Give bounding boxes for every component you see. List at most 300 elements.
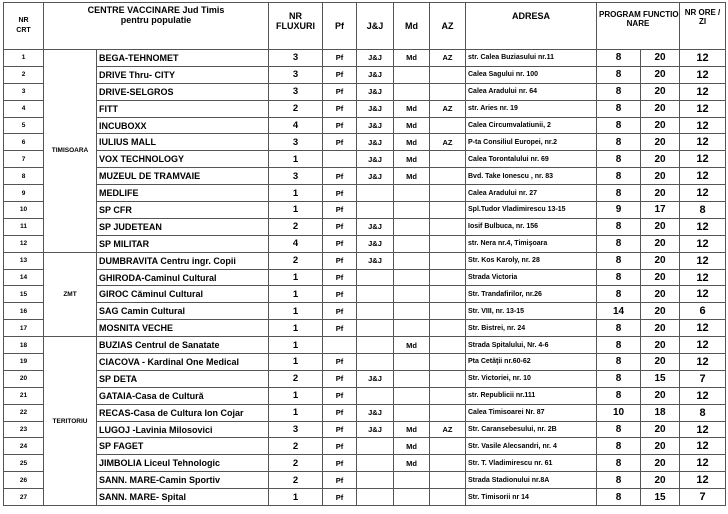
az-mark [430, 83, 466, 100]
program-end: 20 [641, 168, 680, 185]
program-end: 20 [641, 337, 680, 354]
program-start: 8 [597, 455, 641, 472]
center-name: SP JUDETEAN [97, 218, 269, 235]
address: Str. Vasile Alecsandri, nr. 4 [466, 438, 597, 455]
program-start: 8 [597, 50, 641, 67]
address: str. Calea Buziasului nr.11 [466, 50, 597, 67]
flux-count: 1 [269, 489, 323, 506]
row-number: 2 [4, 66, 44, 83]
md-mark [394, 66, 430, 83]
header-pf: Pf [323, 3, 357, 50]
jj-mark: J&J [357, 134, 394, 151]
center-name: SP DETA [97, 370, 269, 387]
row-number: 1 [4, 50, 44, 67]
flux-count: 1 [269, 387, 323, 404]
header-jj: J&J [357, 3, 394, 50]
flux-count: 3 [269, 134, 323, 151]
row-number: 25 [4, 455, 44, 472]
address: Calea Timisoarei Nr. 87 [466, 404, 597, 421]
row-number: 10 [4, 202, 44, 219]
az-mark [430, 472, 466, 489]
header-nr-ore [680, 3, 726, 50]
table-row [4, 370, 726, 387]
address: Str. Bistrei, nr. 24 [466, 320, 597, 337]
program-start: 8 [597, 438, 641, 455]
az-mark [430, 337, 466, 354]
jj-mark: J&J [357, 83, 394, 100]
header-program [597, 3, 680, 50]
md-mark [394, 320, 430, 337]
hours-per-day: 12 [680, 387, 726, 404]
header-fluxuri-line1: NR [289, 11, 302, 21]
hours-per-day: 12 [680, 252, 726, 269]
address: Calea Aradului nr. 27 [466, 185, 597, 202]
jj-mark: J&J [357, 218, 394, 235]
row-number: 19 [4, 354, 44, 371]
row-number: 27 [4, 489, 44, 506]
pf-mark: Pf [323, 252, 357, 269]
flux-count: 2 [269, 438, 323, 455]
program-start: 8 [597, 252, 641, 269]
az-mark [430, 117, 466, 134]
hours-per-day: 12 [680, 320, 726, 337]
az-mark [430, 286, 466, 303]
flux-count: 3 [269, 83, 323, 100]
program-end: 20 [641, 455, 680, 472]
az-mark [430, 489, 466, 506]
table-row [4, 438, 726, 455]
program-start: 8 [597, 472, 641, 489]
pf-mark: Pf [323, 489, 357, 506]
md-mark [394, 370, 430, 387]
md-mark: Md [394, 100, 430, 117]
program-start: 8 [597, 185, 641, 202]
flux-count: 2 [269, 472, 323, 489]
az-mark [430, 438, 466, 455]
row-number: 23 [4, 421, 44, 438]
address: Str. Caransebesului, nr. 2B [466, 421, 597, 438]
md-mark: Md [394, 337, 430, 354]
center-name: SP FAGET [97, 438, 269, 455]
program-start: 14 [597, 303, 641, 320]
address: Pta Cetăţii nr.60-62 [466, 354, 597, 371]
program-start: 8 [597, 320, 641, 337]
flux-count: 1 [269, 185, 323, 202]
jj-mark [357, 455, 394, 472]
pf-mark: Pf [323, 286, 357, 303]
program-end: 17 [641, 202, 680, 219]
hours-per-day: 12 [680, 455, 726, 472]
jj-mark [357, 354, 394, 371]
program-start: 8 [597, 354, 641, 371]
jj-mark [357, 489, 394, 506]
jj-mark: J&J [357, 168, 394, 185]
program-end: 20 [641, 185, 680, 202]
md-mark [394, 404, 430, 421]
hours-per-day: 12 [680, 286, 726, 303]
md-mark [394, 235, 430, 252]
flux-count: 2 [269, 252, 323, 269]
flux-count: 1 [269, 303, 323, 320]
hours-per-day: 8 [680, 404, 726, 421]
md-mark [394, 303, 430, 320]
address: Strada Spitalului, Nr. 4-6 [466, 337, 597, 354]
center-name: MUZEUL DE TRAMVAIE [97, 168, 269, 185]
table-row [4, 66, 726, 83]
row-number: 22 [4, 404, 44, 421]
md-mark [394, 472, 430, 489]
table-row [4, 489, 726, 506]
row-number: 15 [4, 286, 44, 303]
table-row [4, 202, 726, 219]
jj-mark: J&J [357, 404, 394, 421]
header-az: AZ [430, 3, 466, 50]
hours-per-day: 6 [680, 303, 726, 320]
table-row [4, 83, 726, 100]
pf-mark: Pf [323, 354, 357, 371]
program-start: 8 [597, 66, 641, 83]
address: Calea Torontalului nr. 69 [466, 151, 597, 168]
center-name: DRIVE-SELGROS [97, 83, 269, 100]
table-row [4, 50, 726, 67]
az-mark: AZ [430, 421, 466, 438]
flux-count: 4 [269, 117, 323, 134]
address: Str. Kos Karoly, nr. 28 [466, 252, 597, 269]
az-mark [430, 218, 466, 235]
jj-mark: J&J [357, 252, 394, 269]
hours-per-day: 12 [680, 354, 726, 371]
flux-count: 1 [269, 202, 323, 219]
row-number: 9 [4, 185, 44, 202]
program-start: 8 [597, 269, 641, 286]
flux-count: 3 [269, 66, 323, 83]
header-title-line2: pentru populatie [120, 15, 192, 25]
md-mark: Md [394, 134, 430, 151]
program-end: 20 [641, 438, 680, 455]
program-start: 8 [597, 387, 641, 404]
pf-mark: Pf [323, 455, 357, 472]
center-name: VOX TECHNOLOGY [97, 151, 269, 168]
row-number: 5 [4, 117, 44, 134]
table-row [4, 337, 726, 354]
center-name: GHIRODA-Caminul Cultural [97, 269, 269, 286]
program-end: 20 [641, 218, 680, 235]
table-row [4, 218, 726, 235]
program-start: 8 [597, 489, 641, 506]
center-name: JIMBOLIA Liceul Tehnologic [97, 455, 269, 472]
pf-mark: Pf [323, 83, 357, 100]
hours-per-day: 7 [680, 370, 726, 387]
pf-mark: Pf [323, 320, 357, 337]
az-mark [430, 235, 466, 252]
hours-per-day: 12 [680, 337, 726, 354]
program-end: 20 [641, 387, 680, 404]
program-end: 15 [641, 370, 680, 387]
header-program-line2: NARE [626, 19, 650, 28]
pf-mark: Pf [323, 117, 357, 134]
table-row [4, 387, 726, 404]
pf-mark: Pf [323, 404, 357, 421]
pf-mark: Pf [323, 303, 357, 320]
address: str. Aries nr. 19 [466, 100, 597, 117]
center-name: GIROC Căminul Cultural [97, 286, 269, 303]
hours-per-day: 12 [680, 134, 726, 151]
center-name: CIACOVA - Kardinal One Medical [97, 354, 269, 371]
jj-mark: J&J [357, 66, 394, 83]
table-row [4, 269, 726, 286]
flux-count: 1 [269, 286, 323, 303]
header-centre-title [44, 3, 269, 50]
md-mark [394, 269, 430, 286]
row-number: 12 [4, 235, 44, 252]
pf-mark: Pf [323, 50, 357, 67]
flux-count: 2 [269, 218, 323, 235]
jj-mark: J&J [357, 50, 394, 67]
pf-mark: Pf [323, 421, 357, 438]
header-nr-fluxuri [269, 3, 323, 50]
header-ore-line2: ZI [698, 17, 707, 26]
program-end: 20 [641, 472, 680, 489]
hours-per-day: 8 [680, 202, 726, 219]
table-row [4, 404, 726, 421]
address: Calea Sagului nr. 100 [466, 66, 597, 83]
az-mark: AZ [430, 50, 466, 67]
flux-count: 4 [269, 235, 323, 252]
az-mark [430, 269, 466, 286]
area-label: TIMISOARA [44, 50, 97, 253]
address: Str. Timisorii nr 14 [466, 489, 597, 506]
hours-per-day: 12 [680, 269, 726, 286]
address: Str. VIII, nr. 13-15 [466, 303, 597, 320]
table-row [4, 100, 726, 117]
address: Strada Victoria [466, 269, 597, 286]
program-start: 8 [597, 337, 641, 354]
header-md: Md [394, 3, 430, 50]
program-end: 18 [641, 404, 680, 421]
az-mark [430, 252, 466, 269]
jj-mark [357, 320, 394, 337]
az-mark: AZ [430, 134, 466, 151]
program-end: 20 [641, 354, 680, 371]
address: Bvd. Take Ionescu , nr. 83 [466, 168, 597, 185]
flux-count: 1 [269, 337, 323, 354]
row-number: 17 [4, 320, 44, 337]
center-name: SP CFR [97, 202, 269, 219]
program-end: 20 [641, 50, 680, 67]
pf-mark: Pf [323, 218, 357, 235]
program-end: 20 [641, 286, 680, 303]
header-nr-crt [4, 3, 44, 50]
md-mark [394, 286, 430, 303]
program-start: 10 [597, 404, 641, 421]
pf-mark: Pf [323, 235, 357, 252]
flux-count: 1 [269, 404, 323, 421]
address: Str. Victoriei, nr. 10 [466, 370, 597, 387]
row-number: 3 [4, 83, 44, 100]
hours-per-day: 7 [680, 489, 726, 506]
program-end: 20 [641, 151, 680, 168]
table-row [4, 117, 726, 134]
flux-count: 1 [269, 151, 323, 168]
pf-mark: Pf [323, 134, 357, 151]
table-row [4, 354, 726, 371]
center-name: DUMBRAVITA Centru ingr. Copii [97, 252, 269, 269]
center-name: BUZIAS Centrul de Sanatate [97, 337, 269, 354]
pf-mark: Pf [323, 438, 357, 455]
md-mark: Md [394, 168, 430, 185]
az-mark [430, 354, 466, 371]
center-name: SANN. MARE-Camin Sportiv [97, 472, 269, 489]
program-end: 15 [641, 489, 680, 506]
md-mark [394, 202, 430, 219]
center-name: RECAS-Casa de Cultura Ion Cojar [97, 404, 269, 421]
az-mark [430, 185, 466, 202]
program-end: 20 [641, 100, 680, 117]
pf-mark: Pf [323, 370, 357, 387]
row-number: 6 [4, 134, 44, 151]
az-mark [430, 202, 466, 219]
table-row [4, 303, 726, 320]
jj-mark: J&J [357, 117, 394, 134]
pf-mark: Pf [323, 100, 357, 117]
hours-per-day: 12 [680, 421, 726, 438]
center-name: DRIVE Thru- CITY [97, 66, 269, 83]
header-row [4, 3, 726, 50]
table-body [4, 50, 726, 506]
table-row [4, 252, 726, 269]
hours-per-day: 12 [680, 83, 726, 100]
hours-per-day: 12 [680, 66, 726, 83]
pf-mark: Pf [323, 202, 357, 219]
pf-mark [323, 151, 357, 168]
jj-mark [357, 185, 394, 202]
row-number: 4 [4, 100, 44, 117]
md-mark [394, 354, 430, 371]
row-number: 11 [4, 218, 44, 235]
flux-count: 3 [269, 168, 323, 185]
az-mark [430, 66, 466, 83]
center-name: MEDLIFE [97, 185, 269, 202]
center-name: SANN. MARE- Spital [97, 489, 269, 506]
hours-per-day: 12 [680, 235, 726, 252]
program-end: 20 [641, 134, 680, 151]
jj-mark [357, 472, 394, 489]
table-row [4, 168, 726, 185]
table-row [4, 235, 726, 252]
program-end: 20 [641, 421, 680, 438]
jj-mark: J&J [357, 421, 394, 438]
hours-per-day: 12 [680, 185, 726, 202]
vaccination-centers-table [3, 2, 726, 506]
address: Strada Stadionului nr.8A [466, 472, 597, 489]
program-start: 9 [597, 202, 641, 219]
hours-per-day: 12 [680, 50, 726, 67]
center-name: SP MILITAR [97, 235, 269, 252]
address: str. Nera nr.4, Timişoara [466, 235, 597, 252]
row-number: 20 [4, 370, 44, 387]
center-name: GATAIA-Casa de Cultură [97, 387, 269, 404]
az-mark [430, 303, 466, 320]
jj-mark [357, 286, 394, 303]
flux-count: 3 [269, 421, 323, 438]
hours-per-day: 12 [680, 117, 726, 134]
jj-mark: J&J [357, 235, 394, 252]
md-mark [394, 185, 430, 202]
md-mark [394, 252, 430, 269]
md-mark [394, 387, 430, 404]
table-row [4, 151, 726, 168]
hours-per-day: 12 [680, 438, 726, 455]
center-name: IULIUS MALL [97, 134, 269, 151]
az-mark [430, 320, 466, 337]
az-mark [430, 168, 466, 185]
program-end: 20 [641, 83, 680, 100]
pf-mark: Pf [323, 66, 357, 83]
program-end: 20 [641, 66, 680, 83]
area-label: TERITORIU [44, 337, 97, 506]
table-row [4, 320, 726, 337]
center-name: BEGA-TEHNOMET [97, 50, 269, 67]
pf-mark: Pf [323, 185, 357, 202]
jj-mark: J&J [357, 370, 394, 387]
jj-mark [357, 202, 394, 219]
pf-mark: Pf [323, 168, 357, 185]
jj-mark [357, 387, 394, 404]
row-number: 8 [4, 168, 44, 185]
program-end: 20 [641, 235, 680, 252]
md-mark: Md [394, 455, 430, 472]
program-end: 20 [641, 117, 680, 134]
header-adresa: ADRESA [466, 3, 597, 50]
pf-mark: Pf [323, 472, 357, 489]
md-mark [394, 218, 430, 235]
az-mark [430, 455, 466, 472]
flux-count: 2 [269, 455, 323, 472]
program-start: 8 [597, 370, 641, 387]
jj-mark: J&J [357, 100, 394, 117]
program-start: 8 [597, 134, 641, 151]
header-title-line1: CENTRE VACCINARE Jud Timis [87, 5, 225, 15]
header-nr: NR [18, 17, 29, 24]
hours-per-day: 12 [680, 100, 726, 117]
row-number: 14 [4, 269, 44, 286]
program-end: 20 [641, 320, 680, 337]
md-mark: Md [394, 50, 430, 67]
program-start: 8 [597, 117, 641, 134]
hours-per-day: 12 [680, 218, 726, 235]
row-number: 21 [4, 387, 44, 404]
address: Iosif Bulbuca, nr. 156 [466, 218, 597, 235]
pf-mark: Pf [323, 269, 357, 286]
row-number: 13 [4, 252, 44, 269]
center-name: LUGOJ -Lavinia Milosovici [97, 421, 269, 438]
table-row [4, 421, 726, 438]
center-name: INCUBOXX [97, 117, 269, 134]
center-name: SAG Camin Cultural [97, 303, 269, 320]
flux-count: 1 [269, 320, 323, 337]
address: Spl.Tudor Vladimirescu 13-15 [466, 202, 597, 219]
az-mark [430, 404, 466, 421]
md-mark: Md [394, 151, 430, 168]
program-start: 8 [597, 100, 641, 117]
program-start: 8 [597, 286, 641, 303]
program-end: 20 [641, 252, 680, 269]
table-row [4, 455, 726, 472]
header-fluxuri-line2: FLUXURI [276, 21, 315, 31]
table-row [4, 185, 726, 202]
pf-mark [323, 337, 357, 354]
md-mark [394, 83, 430, 100]
